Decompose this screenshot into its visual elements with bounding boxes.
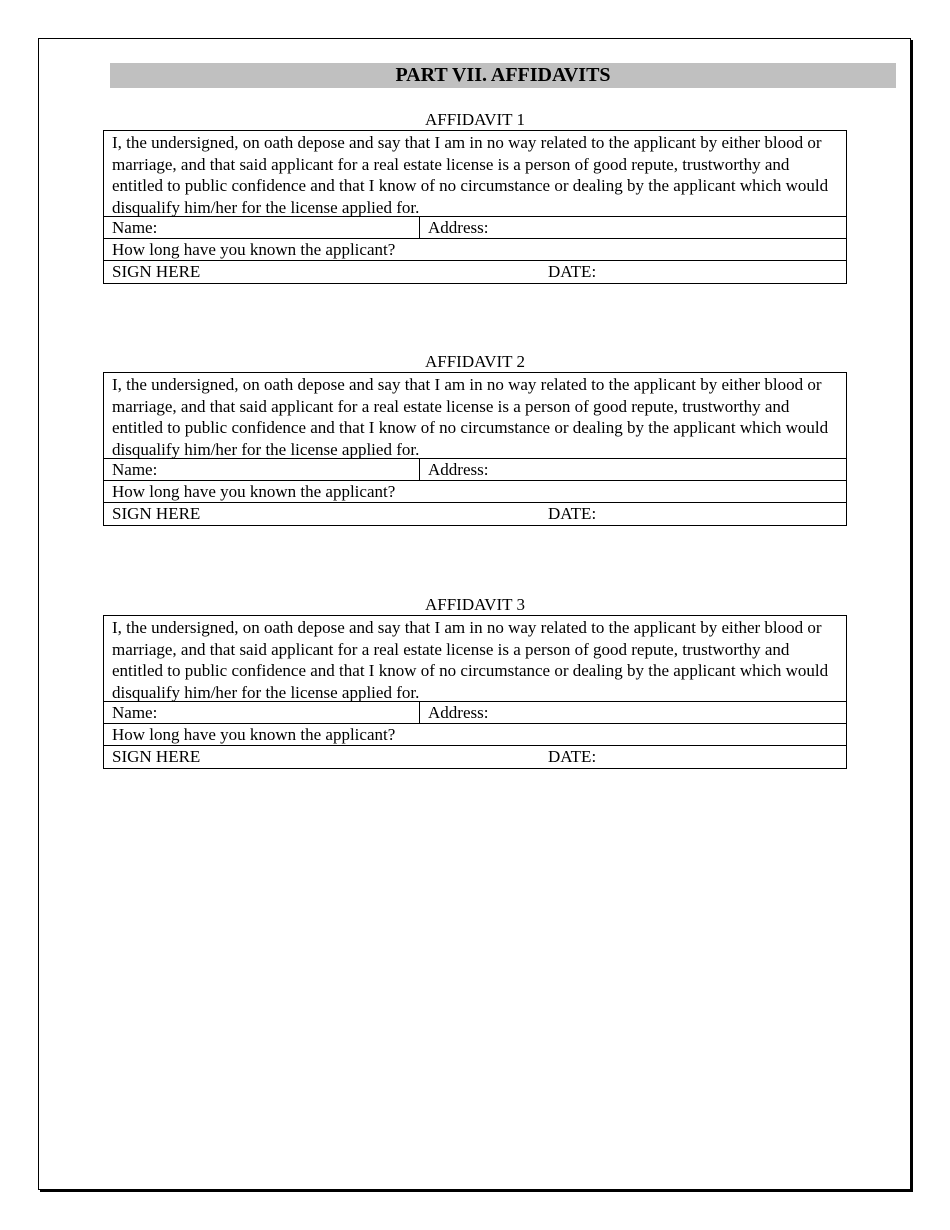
oath-statement: I, the undersigned, on oath depose and say that I am in no way related to the applicant by either blood or marriage, and that said applicant for a real estate license is a person of good repute, trustworthy and entitled to public confidence and that I know of no circumstance or dealing by the applicant which would disqualify him/her for the license applied for. bbox=[104, 373, 846, 459]
name-address-row bbox=[104, 702, 846, 724]
affidavit-heading: AFFIDAVIT 2 bbox=[425, 352, 525, 371]
name-address-row bbox=[104, 459, 846, 481]
oath-statement: I, the undersigned, on oath depose and say that I am in no way related to the applicant by either blood or marriage, and that said applicant for a real estate license is a person of good repute, trustworthy and entitled to public confidence and that I know of no circumstance or dealing by the applicant which would disqualify him/her for the license applied for. bbox=[104, 131, 846, 217]
page-title: PART VII. AFFIDAVITS bbox=[110, 63, 896, 88]
signature-field[interactable]: SIGN HERE bbox=[112, 747, 201, 766]
known-duration-field[interactable]: How long have you known the applicant? bbox=[112, 240, 396, 259]
affidavit-form bbox=[103, 372, 847, 526]
affidavit-heading: AFFIDAVIT 3 bbox=[425, 595, 525, 614]
affidavit-3 bbox=[103, 595, 847, 769]
oath-statement: I, the undersigned, on oath depose and say that I am in no way related to the applicant by either blood or marriage, and that said applicant for a real estate license is a person of good repute, trustworthy and entitled to public confidence and that I know of no circumstance or dealing by the applicant which would disqualify him/her for the license applied for. bbox=[104, 616, 846, 702]
date-field[interactable]: DATE: bbox=[548, 747, 597, 766]
known-duration-field[interactable]: How long have you known the applicant? bbox=[112, 482, 396, 501]
known-duration-row bbox=[104, 724, 846, 746]
affidavit-form bbox=[103, 130, 847, 284]
affidavit-1 bbox=[103, 110, 847, 284]
signature-field[interactable]: SIGN HERE bbox=[112, 262, 201, 281]
address-field[interactable]: Address: bbox=[428, 703, 489, 722]
known-duration-row bbox=[104, 481, 846, 503]
affidavit-2 bbox=[103, 352, 847, 526]
known-duration-field[interactable]: How long have you known the applicant? bbox=[112, 725, 396, 744]
known-duration-row bbox=[104, 239, 846, 261]
address-field[interactable]: Address: bbox=[428, 460, 489, 479]
signature-row bbox=[104, 746, 846, 768]
address-field[interactable]: Address: bbox=[428, 218, 489, 237]
name-field[interactable]: Name: bbox=[104, 459, 420, 480]
name-field[interactable]: Name: bbox=[104, 217, 420, 238]
affidavit-heading: AFFIDAVIT 1 bbox=[425, 110, 525, 129]
name-field[interactable]: Name: bbox=[104, 702, 420, 723]
signature-row bbox=[104, 261, 846, 283]
signature-row bbox=[104, 503, 846, 525]
affidavit-form bbox=[103, 615, 847, 769]
signature-field[interactable]: SIGN HERE bbox=[112, 504, 201, 523]
name-address-row bbox=[104, 217, 846, 239]
date-field[interactable]: DATE: bbox=[548, 262, 597, 281]
date-field[interactable]: DATE: bbox=[548, 504, 597, 523]
